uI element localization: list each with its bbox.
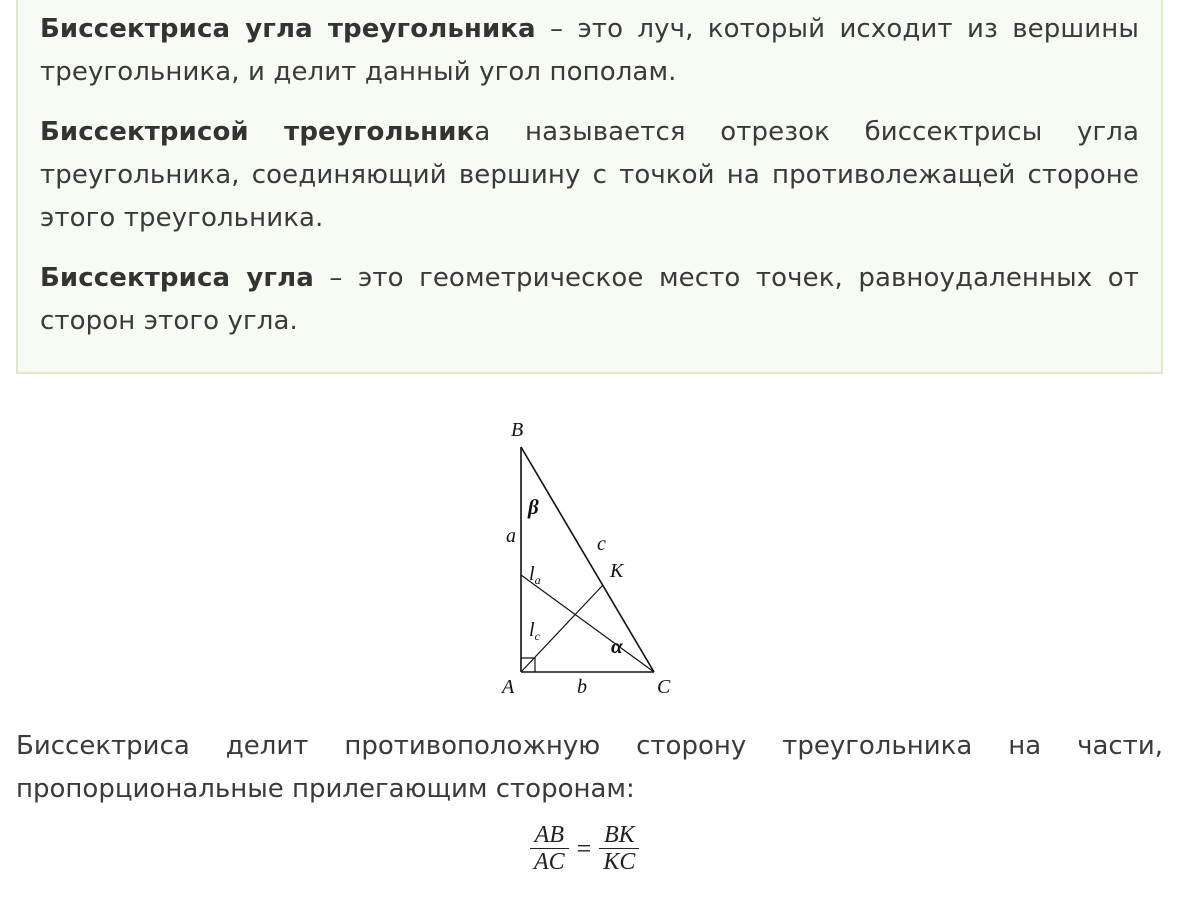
- label-c-vertex: C: [657, 676, 671, 698]
- fraction-ab-ac: [530, 822, 569, 875]
- label-lc: $l_c$: [529, 619, 540, 643]
- bisector-la-line: [521, 575, 654, 672]
- label-la: $l_a$: [529, 563, 541, 587]
- definition-1: [40, 8, 1139, 94]
- definition-1-text: – это луч, который исходит из вершины треугольника, и делит данный угол пополам.: [40, 14, 1140, 87]
- label-k-point: K: [610, 560, 624, 582]
- definition-3-text: – это геометрическое место точек, равноудаленных от сторон этого угла.: [40, 263, 1139, 336]
- numerator-bk: BK: [604, 822, 635, 848]
- numerator-ab: AB: [534, 822, 564, 848]
- term-3: Биссектриса угла: [40, 263, 314, 293]
- side-bc-line: [521, 447, 654, 672]
- body-paragraph: Биссектриса делит противоположную сторону треугольника на части, пропорциональные прилегающим сторонам:: [16, 731, 1163, 804]
- label-angle-beta: β: [528, 495, 539, 519]
- label-side-a: a: [506, 525, 516, 547]
- equals-sign: =: [576, 833, 592, 863]
- label-side-b: b: [577, 676, 587, 698]
- definition-3: [40, 257, 1139, 343]
- fraction-bk-kc: [599, 822, 639, 875]
- proportion-formula: [530, 822, 639, 875]
- definition-2: [40, 111, 1139, 240]
- term-1: Биссектриса угла треугольника: [40, 14, 536, 44]
- denominator-ac: AC: [530, 848, 569, 875]
- label-b-vertex: B: [511, 419, 524, 441]
- definition-2-text: а называется отрезок биссектрисы угла треугольника, соединяющий вершину с точкой на противолежащей стороне этого треугольника.: [40, 117, 1139, 233]
- term-2: Биссектрисой треугольник: [40, 117, 475, 147]
- label-angle-alpha: α: [611, 634, 623, 658]
- label-a-vertex: A: [502, 676, 515, 698]
- definition-box: [16, 0, 1163, 374]
- triangle-figure: [490, 410, 700, 700]
- label-side-c: c: [597, 533, 606, 555]
- denominator-kc: KC: [599, 848, 639, 875]
